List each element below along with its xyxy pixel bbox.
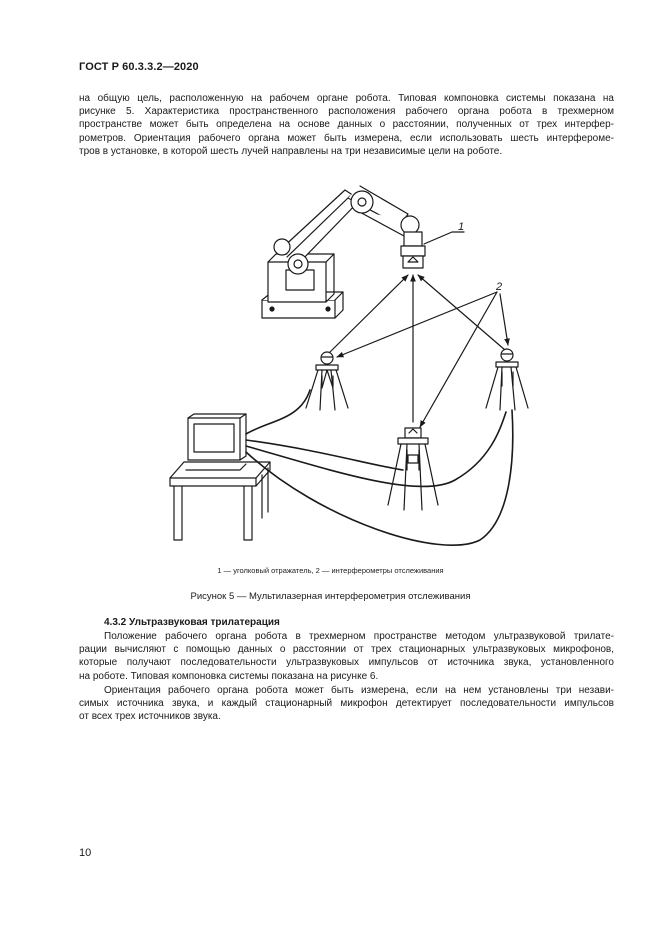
section-line: от всех трех источников звука. — [79, 711, 221, 723]
figure-caption: Рисунок 5 — Мультилазерная интерферометрия отслеживания — [190, 591, 471, 602]
tripod-right — [486, 349, 528, 410]
intro-line: тров в установке, в которой шесть лучей направлены на три независимые цели на роботе. — [79, 145, 503, 157]
section-line: Положение рабочего органа робота в трехмерном пространстве методом ультразвуковой трилате- — [104, 631, 614, 642]
tripod-left — [306, 352, 348, 410]
page-number: 10 — [79, 847, 92, 859]
section-line: симых источника звука, и каждый стационарный микрофон детектирует последовательности импульсов — [79, 698, 614, 710]
intro-line: рометров. Ориентация рабочего органа может быть измерена, если использовать шесть интерфероме- — [79, 132, 614, 144]
callout-2-leaders — [337, 292, 508, 427]
intro-line: пространстве может быть определена на основе данных о расстоянии, полученных от трех интерфер- — [79, 119, 614, 131]
section-line: рации вычисляют с помощью данных о расстоянии от трех стационарных ультразвуковых микрофонов, — [79, 644, 614, 656]
callout-2-label: 2 — [496, 281, 503, 293]
section-line: которые получают последовательности ультразвуковых импульсов от источника звука, установленного — [79, 657, 614, 669]
section-line: Ориентация рабочего органа робота может быть измерена, если на нем установлены три незави- — [104, 685, 614, 696]
robot-end-effector — [401, 232, 425, 268]
section-paragraph-2 — [79, 684, 614, 724]
figure-legend: 1 — уголковый отражатель, 2 — интерферометры отслеживания — [217, 566, 444, 575]
callout-1-label: 1 — [458, 221, 465, 233]
section-title: 4.3.2 Ультразвуковая трилатерация — [104, 617, 280, 628]
section-paragraph-1 — [79, 630, 614, 683]
computer-desk — [170, 414, 270, 540]
callout-1-leader — [424, 232, 464, 244]
intro-line: на общую цель, расположенную на рабочем органе робота. Типовая компоновка системы показана на — [79, 93, 614, 104]
robot-upper-arm — [348, 186, 419, 236]
intro-line: рисунке 5. Характеристика пространственного расположения рабочего органа робота в трехмерном — [79, 106, 614, 118]
document-header: ГОСТ Р 60.3.3.2—2020 — [79, 61, 199, 73]
cables — [246, 390, 513, 545]
section-line: на роботе. Типовая компоновка системы показана на рисунке 6. — [79, 670, 379, 682]
laser-beams — [330, 275, 505, 422]
